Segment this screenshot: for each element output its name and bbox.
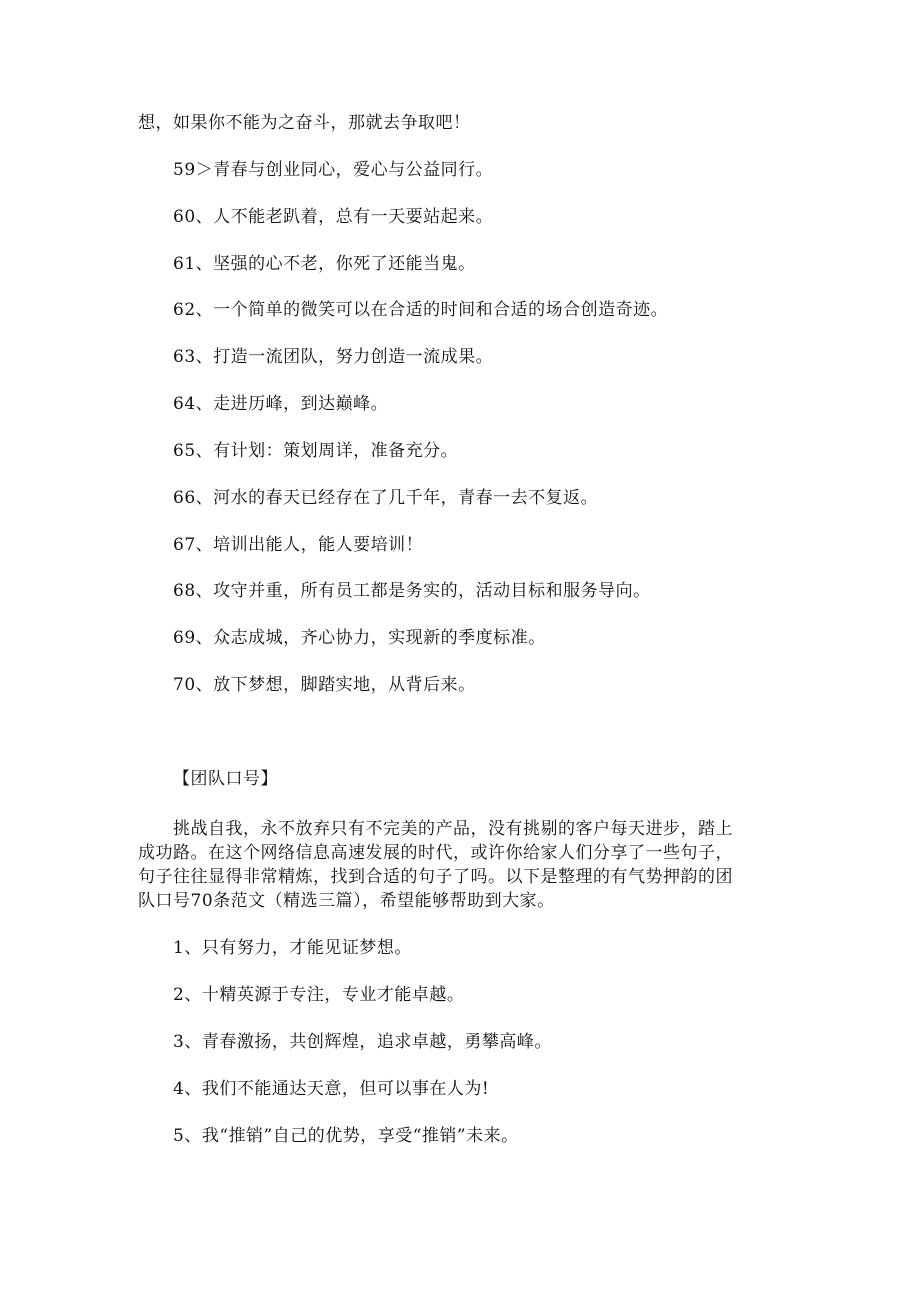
list-item: 59＞青春与创业同心，爱心与公益同行。	[173, 160, 494, 180]
list-item: 67、培训出能人，能人要培训！	[173, 535, 424, 555]
list-item: 63、打造一流团队，努力创造一流成果。	[173, 347, 494, 367]
intro-paragraph-line: 成功路。在这个网络信息高速发展的时代，或许你给家人们分享了一些句子，	[138, 843, 733, 863]
list-item: 3、青春激扬，共创辉煌，追求卓越，勇攀高峰。	[173, 1032, 552, 1052]
list-item: 61、坚强的心不老，你死了还能当鬼。	[173, 254, 476, 274]
list-item: 1、只有努力，才能见证梦想。	[173, 938, 412, 958]
list-item: 69、众志成城，齐心协力，实现新的季度标准。	[173, 628, 546, 648]
list-item: 70、放下梦想，脚踏实地，从背后来。	[173, 675, 476, 695]
intro-paragraph-line: 队口号70条范文（精选三篇），希望能够帮助到大家。	[138, 891, 555, 911]
list-item: 4、我们不能通达天意，但可以事在人为!	[173, 1079, 490, 1099]
list-item: 64、走进历峰，到达巅峰。	[173, 394, 389, 414]
list-item: 60、人不能老趴着，总有一天要站起来。	[173, 207, 494, 227]
continuation-line: 想，如果你不能为之奋斗，那就去争取吧！	[138, 113, 471, 133]
list-item: 62、一个简单的微笑可以在合适的时间和合适的场合创造奇迹。	[173, 300, 669, 320]
list-item: 5、我“推销”自己的优势，享受“推销”未来。	[173, 1126, 519, 1146]
section-heading: 【团队口号】	[173, 769, 278, 789]
list-item: 68、攻守并重，所有员工都是务实的，活动目标和服务导向。	[173, 581, 651, 601]
intro-paragraph-line: 挑战自我，永不放弃只有不完美的产品，没有挑剔的客户每天进步，踏上	[173, 819, 733, 839]
list-item: 66、河水的春天已经存在了几千年，青春一去不复返。	[173, 488, 599, 508]
list-item: 65、有计划：策划周详，准备充分。	[173, 441, 459, 461]
list-item: 2、十精英源于专注，专业才能卓越。	[173, 985, 465, 1005]
intro-paragraph-line: 句子往往显得非常精炼，找到合适的句子了吗。以下是整理的有气势押韵的团	[138, 867, 733, 887]
